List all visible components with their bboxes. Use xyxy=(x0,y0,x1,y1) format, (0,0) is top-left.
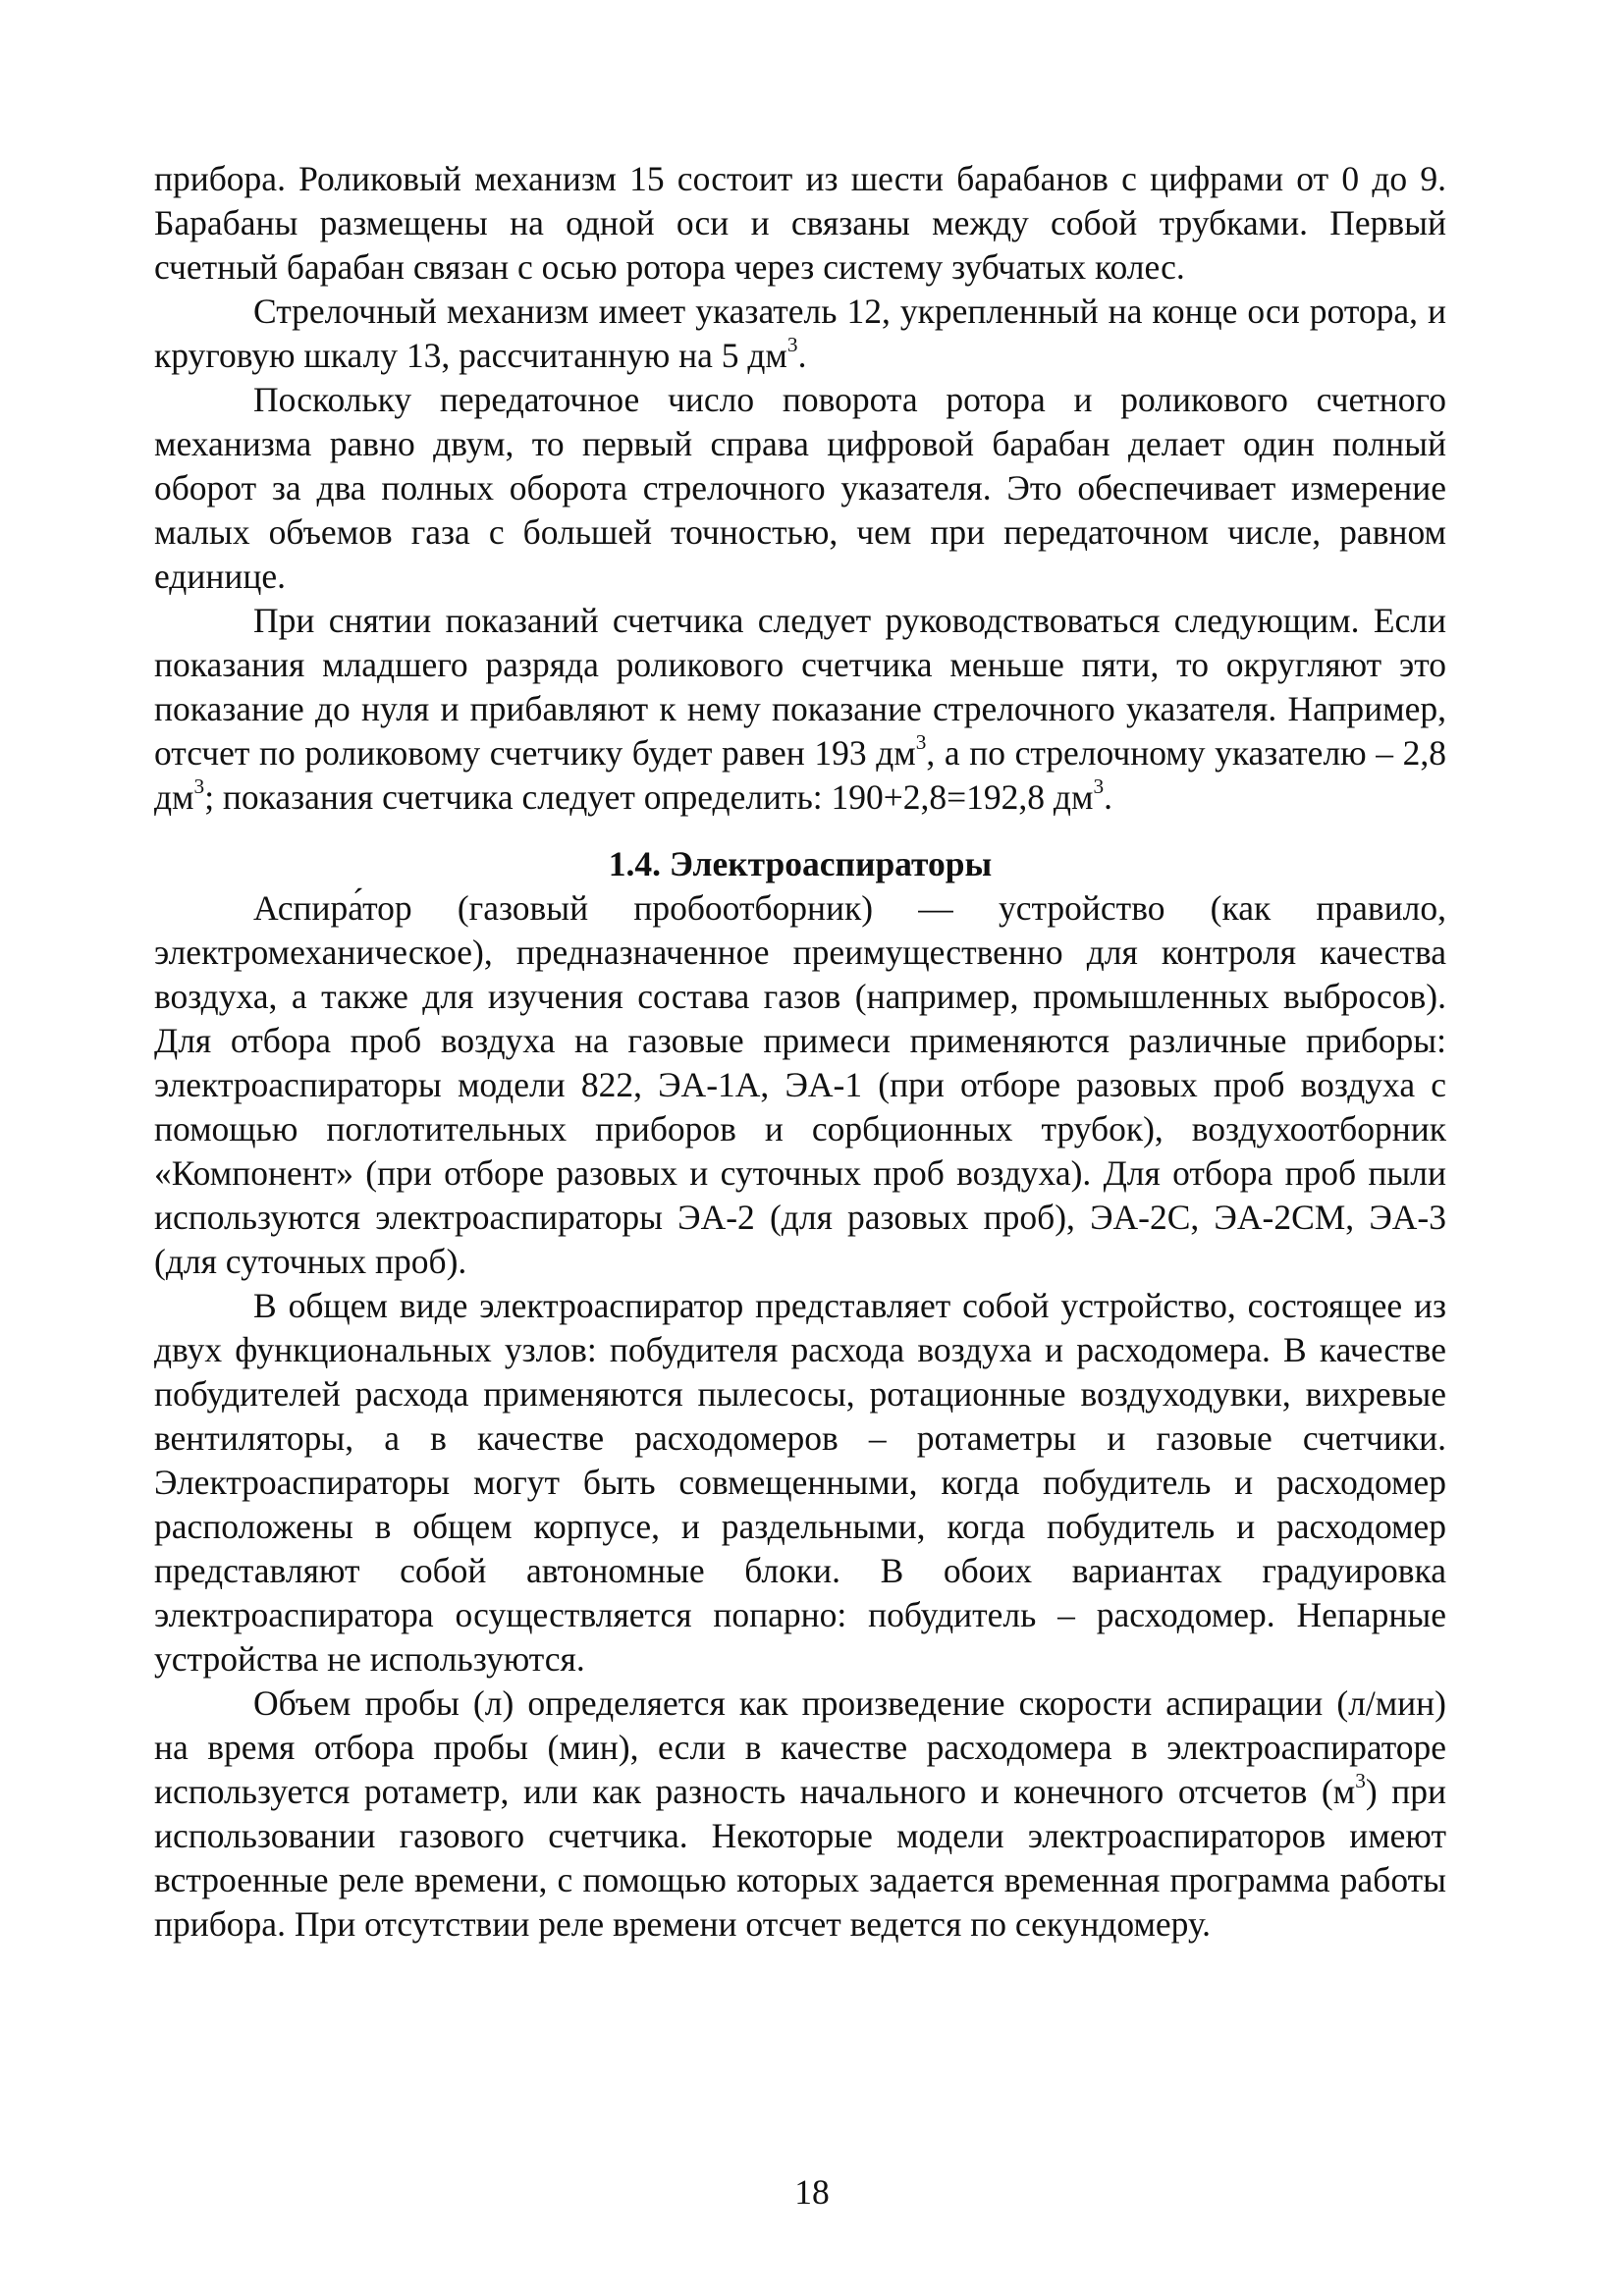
document-page xyxy=(154,157,1446,1947)
paragraph-sample-volume: Объем пробы (л) определяется как произведение скорости аспирации (л/мин) на время отбора пробы (мин), если в качестве расходомера в электроаспираторе используется ротаметр, или как разность начального и конечного отсчетов $(м^3)$ при использовании газового счетчика. Некоторые модели электроаспираторов имеют встроенные реле времени, с помощью которых задается временная программа работы прибора. При отсутствии реле времени отсчет ведется по секундомеру. xyxy=(154,1683,1446,1944)
paragraph-reading-rules: При снятии показаний счетчика следует руководствоваться следующим. Если показания младшего разряда роликового счетчика меньше пяти, то округляют это показание до нуля и прибавляют к нему показание стрелочного указателя. Например, отсчет по роликовому счетчику будет равен 193 $дм^3$, а по стрелочному указателю – 2,8 $дм^3$; показания счетчика следует определить: 190+2,8=192,8 $дм^3$. xyxy=(154,601,1447,817)
paragraph-gear-ratio: Поскольку передаточное число поворота ротора и роликового счетного механизма равно двум, то первый справа цифровой барабан делает один полный оборот за два полных оборота стрелочного указателя. Это обеспечивает измерение малых объемов газа с большей точностью, чем при передаточном числе, равном единице. xyxy=(154,380,1446,596)
paragraph-aspirator-definition: Аспира́тор (газовый пробоотборник) — устройство (как правило, электромеханическое), предназначенное преимущественно для контроля качества воздуха, а также для изучения состава газов (например, промышленных выбросов). Для отбора проб воздуха на газовые примеси применяются различные приборы: электроаспираторы модели 822, ЭА-1А, ЭА-1 (при отборе разовых проб воздуха с помощью поглотительных приборов и сорбционных трубок), воздухоотборник «Компонент» (при отборе разовых и суточных проб воздуха). Для отбора проб пыли используются электроаспираторы ЭА-2 (для разовых проб), ЭА-2С, ЭА-2СМ, ЭА-3 (для суточных проб). xyxy=(154,888,1446,1281)
section-heading: 1.4. Электроаспираторы xyxy=(608,844,993,883)
paragraph-roller-mechanism: прибора. Роликовый механизм 15 состоит из шести барабанов с цифрами от 0 до 9. Барабаны размещены на одной оси и связаны между собой трубками. Первый счетный барабан связан с осью ротора через систему зубчатых колес. xyxy=(154,159,1446,287)
paragraph-arrow-mechanism: Стрелочный механизм имеет указатель 12, укрепленный на конце оси ротора, и круговую шкалу 13, рассчитанную на 5 $дм^3$. xyxy=(154,292,1446,375)
page-number: 18 xyxy=(794,2172,830,2212)
paragraph-general-structure: В общем виде электроаспиратор представляет собой устройство, состоящее из двух функциональных узлов: побудителя расхода воздуха и расходомера. В качестве побудителей расхода применяются пылесосы, ротационные воздуходувки, вихревые вентиляторы, а в качестве расходомеров – ротаметры и газовые счетчики. Электроаспираторы могут быть совмещенными, когда побудитель и расходомер расположены в общем корпусе, и раздельными, когда побудитель и расходомер представляют собой автономные блоки. В обоих вариантах градуировка электроаспиратора осуществляется попарно: побудитель – расходомер. Непарные устройства не используются. xyxy=(154,1286,1446,1679)
